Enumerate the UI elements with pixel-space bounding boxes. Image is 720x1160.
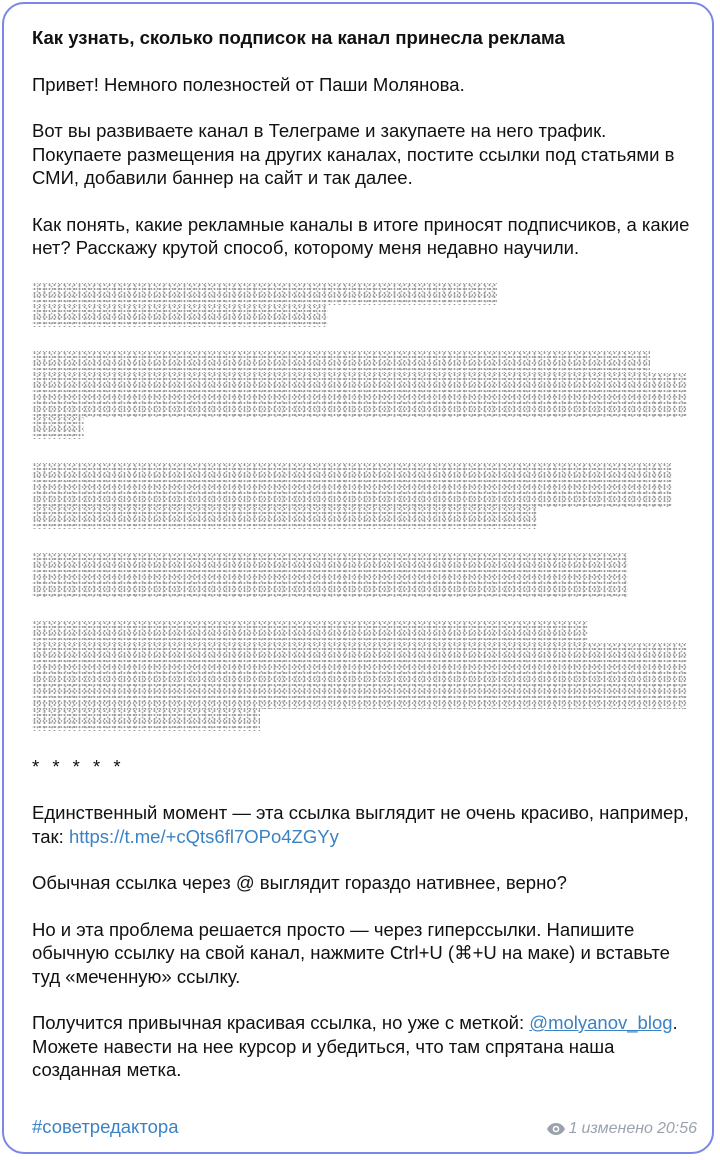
spoiler-block-3b[interactable] — [32, 507, 537, 529]
spoiler-block-5b[interactable] — [32, 643, 687, 709]
message-content — [32, 26, 697, 1105]
post-title: Как узнать, сколько подписок на канал принесла реклама — [32, 27, 565, 48]
spoiler-block-4[interactable] — [32, 553, 628, 597]
eye-icon — [547, 1123, 565, 1135]
edited-label: изменено — [581, 1120, 653, 1137]
separator: * * * * * — [32, 755, 125, 777]
post-paragraph-2: Вот вы развиваете канал в Телеграме и закупаете на него трафик. Покупаете размещения на других каналах, постите ссылки под статьями в СМИ, добавили баннер на сайт и так далее. — [32, 120, 675, 188]
spoiler-block-3[interactable] — [32, 463, 672, 507]
post-paragraph-3: Как понять, какие рекламные каналы в итоге приносят подписчиков, а какие нет? Расскажу крутой способ, которому меня недавно научили. — [32, 213, 690, 258]
spoiler-block-5[interactable] — [32, 621, 588, 643]
spoiler-block-2b[interactable] — [32, 373, 687, 417]
spoiler-block-5c[interactable] — [32, 709, 260, 731]
message-bubble — [2, 2, 714, 1154]
hashtag-link[interactable]: #советредактора — [32, 1116, 179, 1137]
post-paragraph-1: Привет! Немного полезностей от Паши Молянова. — [32, 73, 465, 95]
spoiler-block-1b[interactable] — [32, 305, 328, 327]
message-footer — [32, 1116, 697, 1140]
post-paragraph-7: Получится привычная красивая ссылка, но уже с меткой: @molyanov_blog. Можете навести на нее курсор и убедиться, что там спрятана наша созданная метка. — [32, 1012, 678, 1080]
post-paragraph-6: Но и эта проблема решается просто — через гиперссылки. Напишите обычную ссылку на свой канал, нажмите Ctrl+U (⌘+U на маке) и вставьте туд «меченную» ссылку. — [32, 918, 670, 987]
views-count: 1 — [568, 1120, 578, 1137]
message-meta — [547, 1120, 697, 1138]
invite-link[interactable]: https://t.me/+cQts6fl7OPo4ZGYy — [68, 825, 339, 847]
spoiler-block-2[interactable] — [32, 351, 650, 373]
post-paragraph-4: Единственный момент — эта ссылка выглядит не очень красиво, например, так: https://t.me/+cQts6fl7OPo4ZGYy — [32, 802, 689, 847]
message-time: 20:56 — [656, 1120, 697, 1137]
channel-link[interactable]: @molyanov_blog — [529, 1012, 673, 1033]
spoiler-block-2c[interactable] — [32, 417, 84, 439]
post-paragraph-5: Обычная ссылка через @ выглядит гораздо нативнее, верно? — [32, 872, 567, 893]
spoiler-block-1[interactable] — [32, 283, 497, 305]
